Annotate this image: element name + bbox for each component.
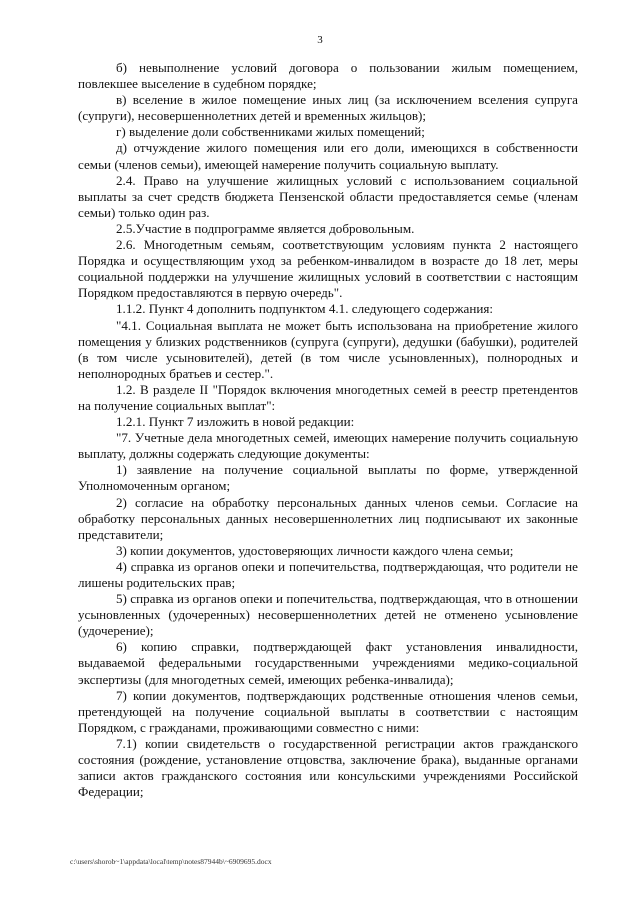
paragraph: 1) заявление на получение социальной выплаты по форме, утвержденной Уполномоченным органом; [78,462,578,494]
paragraph: 4) справка из органов опеки и попечительства, подтверждающая, что родители не лишены родительских прав; [78,558,578,590]
paragraph: 2.4. Право на улучшение жилищных условий с использованием социальной выплаты за счет средств бюджета Пензенской области предоставляется семье (членам семьи) только один раз. [78,172,578,220]
paragraph: "7. Учетные дела многодетных семей, имеющих намерение получить социальную выплату, должны содержать следующие документы: [78,430,578,462]
document-body [78,60,578,800]
page-number: 3 [317,34,323,46]
paragraph: 1.2. В разделе II "Порядок включения многодетных семей в реестр претендентов на получение социальных выплат": [78,381,578,413]
paragraph: 5) справка из органов опеки и попечительства, подтверждающая, что в отношении усыновленных (удочеренных) несовершеннолетних детей не отменено усыновление (удочерение); [78,591,578,639]
paragraph: в) вселение в жилое помещение иных лиц (за исключением вселения супруга (супруги), несовершеннолетних детей и временных жильцов); [78,92,578,124]
paragraph: 2) согласие на обработку персональных данных членов семьи. Согласие на обработку персональных данных несовершеннолетних лиц подписывают их законные представители; [78,494,578,542]
footer-file-path: c:\users\shorob~1\appdata\local\temp\notes87944b\~6909695.docx [70,857,272,866]
paragraph: 2.5.Участие в подпрограмме является добровольным. [116,220,415,236]
paragraph: г) выделение доли собственниками жилых помещений; [116,124,425,140]
paragraph: 7) копии документов, подтверждающих родственные отношения членов семьи, претендующей на получение социальной выплаты в соответствии с настоящим Порядком, с гражданами, проживающими совместно с ними: [78,687,578,735]
paragraph: 6) копию справки, подтверждающей факт установления инвалидности, выдаваемой федеральными государственными учреждениями медико-социальной экспертизы (для многодетных семей, имеющих ребенка-инвалида); [78,639,578,687]
paragraph: "4.1. Социальная выплата не может быть использована на приобретение жилого помещения у близких родственников (супруга (супруги), дедушки (бабушки), родителей (в том числе усыновителей), детей (в том числе усыновленных), полнородных и неполнородных братьев и сестер.". [78,317,578,381]
paragraph: д) отчуждение жилого помещения или его доли, имеющихся в собственности семьи (членов семьи), имеющей намерение получить социальную выплату. [78,140,578,172]
paragraph: 7.1) копии свидетельств о государственной регистрации актов гражданского состояния (рождение, установление отцовства, заключение брака), выданные органами записи актов гражданского состояния или консульскими учреждениями Российской Федерации; [78,735,578,800]
paragraph: 1.2.1. Пункт 7 изложить в новой редакции: [116,414,355,430]
paragraph: 1.1.2. Пункт 4 дополнить подпунктом 4.1. следующего содержания: [116,301,494,317]
paragraph: 2.6. Многодетным семьям, соответствующим условиям пункта 2 настоящего Порядка и осуществляющим уход за ребенком-инвалидом в возрасте до 18 лет, меры социальной поддержки на улучшение жилищных условий в соответствии с настоящим Порядком предоставляются в первую очередь". [78,237,578,301]
paragraph: б) невыполнение условий договора о пользовании жилым помещением, повлекшее выселение в судебном порядке; [78,60,578,92]
paragraph: 3) копии документов, удостоверяющих личности каждого члена семьи; [116,542,514,558]
